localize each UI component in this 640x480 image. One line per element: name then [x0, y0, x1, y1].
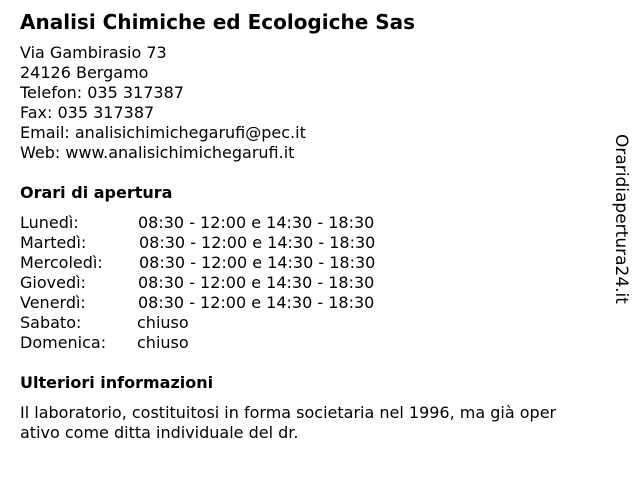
info-line-1: Il laboratorio, costituitosi in forma societaria nel 1996, ma già oper	[20, 403, 557, 422]
hours-row-wednesday	[20, 253, 375, 273]
time-value: chiuso	[137, 313, 189, 332]
brand-watermark: Oraridiapertura24.it	[611, 134, 631, 304]
contact-block	[20, 43, 306, 163]
website-address: Web: www.analisichimichegarufi.it	[20, 143, 295, 162]
phone-number: Telefon: 035 317387	[20, 83, 184, 102]
day-label: Giovedì:	[20, 273, 86, 292]
day-label: Mercoledì:	[20, 253, 103, 272]
time-value: 08:30 - 12:00 e 14:30 - 18:30	[138, 213, 375, 232]
time-value: 08:30 - 12:00 e 14:30 - 18:30	[139, 253, 376, 272]
time-value: 08:30 - 12:00 e 14:30 - 18:30	[138, 273, 375, 292]
hours-row-tuesday	[20, 233, 375, 253]
hours-row-friday	[20, 293, 375, 313]
info-line-2: ativo come ditta individuale del dr.	[20, 423, 299, 442]
hours-row-saturday	[20, 313, 375, 333]
info-description	[20, 403, 620, 443]
info-heading: Ulteriori informazioni	[20, 373, 214, 392]
day-label: Sabato:	[20, 313, 82, 332]
hours-row-sunday	[20, 333, 375, 353]
hours-heading: Orari di apertura	[20, 183, 173, 202]
day-label: Venerdì:	[20, 293, 86, 312]
time-value: 08:30 - 12:00 e 14:30 - 18:30	[139, 233, 376, 252]
hours-row-monday	[20, 213, 375, 233]
time-value: 08:30 - 12:00 e 14:30 - 18:30	[138, 293, 375, 312]
day-label: Domenica:	[20, 333, 107, 352]
fax-number: Fax: 035 317387	[20, 103, 155, 122]
address-street: Via Gambirasio 73	[20, 43, 167, 62]
time-value: chiuso	[137, 333, 189, 352]
day-label: Lunedì:	[20, 213, 79, 232]
business-name: Analisi Chimiche ed Ecologiche Sas	[20, 10, 416, 34]
opening-hours-table	[20, 213, 375, 353]
address-city: 24126 Bergamo	[20, 63, 149, 82]
hours-row-thursday	[20, 273, 375, 293]
day-label: Martedì:	[20, 233, 87, 252]
email-address: Email: analisichimichegarufi@pec.it	[20, 123, 306, 142]
